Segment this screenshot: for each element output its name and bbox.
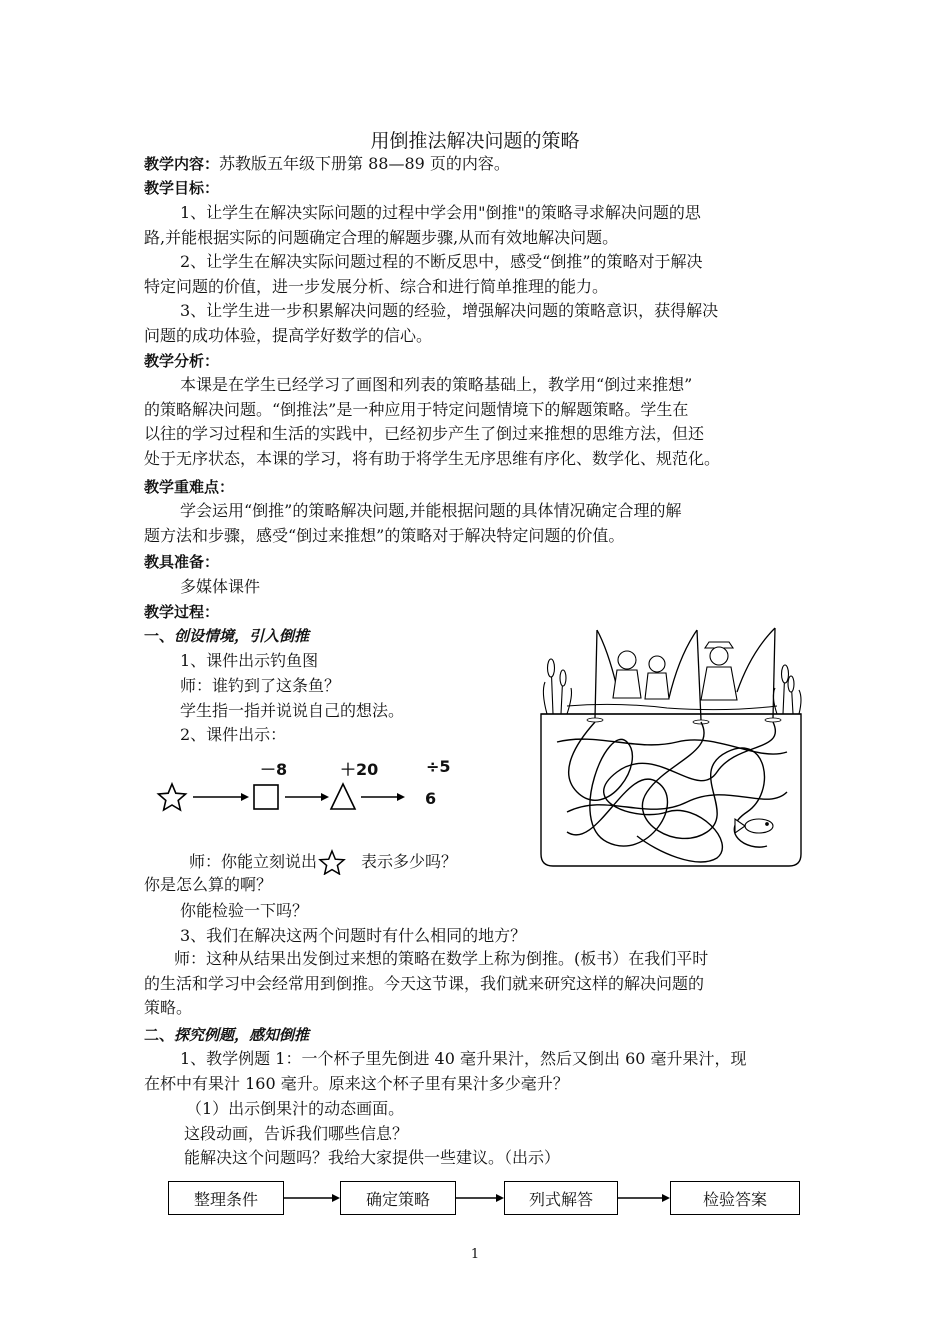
process-label: 教学过程： — [144, 603, 220, 621]
flow-step-check: 检验答案 — [670, 1181, 800, 1215]
section-1-heading — [144, 625, 309, 646]
reed-icon — [773, 665, 801, 714]
sec2-example-text — [144, 1047, 806, 1096]
goal-1-line-2: 路,并能根据实际的问题确定合理的解题步骤,从而有效地解决问题。 — [144, 227, 619, 247]
sec1-teacher-text — [144, 947, 806, 1021]
section-2-title: 探究例题，感知倒推 — [174, 1026, 310, 1044]
sec1-question-2: 学生指一指并说说自己的想法。 — [180, 701, 405, 720]
arrow-icon — [332, 1194, 340, 1202]
sec1-question-3-part-a: 师：你能立刻说出 — [189, 852, 318, 871]
square-icon — [254, 785, 278, 809]
sec1-item-3: 3、我们在解决这两个问题时有什么相同的地方？ — [180, 926, 527, 945]
sec1-teacher-line-1: 师：这种从结果出发倒过来想的策略在数学上称为倒推。(板书）在我们平时 — [174, 949, 709, 968]
key-points-line-2: 题方法和步骤，感受“倒过来推想”的策略对于解决特定问题的价值。 — [144, 525, 625, 545]
flow-step-organize: 整理条件 — [168, 1181, 284, 1215]
analysis-label: 教学分析： — [144, 352, 220, 370]
key-points-label: 教学重难点： — [144, 478, 235, 496]
triangle-icon — [331, 784, 355, 809]
analysis-text — [144, 373, 806, 471]
page-title: 用倒推法解决问题的策略 — [370, 130, 580, 152]
arrow-icon — [241, 793, 249, 801]
analysis-line-4: 处于无序状态，本课的学习，将有助于将学生无序思维有序化、数学化、规范化。 — [144, 448, 721, 468]
materials-text: 多媒体课件 — [180, 577, 261, 596]
goals-text — [144, 201, 806, 348]
section-1-prefix: 一、 — [144, 627, 175, 645]
key-points-text — [144, 499, 806, 548]
op-minus-8: －8 — [260, 760, 288, 779]
analysis-line-3: 以往的学习过程和生活的实践中，已经初步产生了倒过来推想的思维方法，但还 — [144, 424, 705, 443]
content-text: 苏教版五年级下册第 88—89 页的内容。 — [219, 154, 510, 173]
arrow-icon — [321, 793, 329, 801]
arrow-icon — [496, 1194, 504, 1202]
sec1-teacher-line-2: 的生活和学习中会经常用到倒推。今天这节课，我们就来研究这样的解决问题的 — [144, 973, 705, 993]
section-2-heading — [144, 1024, 309, 1045]
sec1-question-3-part-b: 表示多少吗？ — [361, 852, 458, 871]
key-points-line-1: 学会运用“倒推”的策略解决问题,并能根据问题的具体情况确定合理的解 — [180, 501, 682, 520]
flow-step-solve: 列式解答 — [504, 1181, 618, 1215]
goals-label: 教学目标： — [144, 179, 220, 197]
sec2-example-line-2: 在杯中有果汁 160 毫升。原来这个杯子里有果汁多少毫升？ — [144, 1073, 569, 1093]
sec2-example-line-1: 1、教学例题 1：一个杯子里先倒进 40 毫升果汁，然后又倒出 60 毫升果汁，现 — [180, 1049, 747, 1068]
flow-arrows — [284, 1190, 670, 1206]
section-1-title: 创设情境，引入倒推 — [174, 627, 310, 645]
fisher-child-2-icon — [645, 656, 669, 699]
goal-2-line-2: 特定问题的价值，进一步发展分析、综合和进行简单推理的能力。 — [144, 276, 609, 296]
analysis-line-2: 的策略解决问题。“倒推法”是一种应用于特定问题情境下的解题策略。学生在 — [144, 399, 689, 419]
sec2-step-3: 能解决这个问题吗？我给大家提供一些建议。（出示） — [184, 1148, 561, 1167]
materials-label: 教具准备： — [144, 553, 220, 571]
sec1-question-1: 师：谁钓到了这条鱼？ — [180, 676, 341, 695]
sec1-teacher-line-3: 策略。 — [144, 998, 193, 1017]
operation-chain-diagram — [155, 780, 415, 816]
star-icon — [317, 849, 347, 875]
star-icon — [158, 784, 185, 810]
page-number: 1 — [470, 1247, 480, 1262]
goal-3-line-1: 3、让学生进一步积累解决问题的经验，增强解决问题的策略意识，获得解决 — [180, 301, 719, 320]
sec2-step-1: （1）出示倒果汁的动态画面。 — [186, 1099, 405, 1118]
flow-step-strategy: 确定策略 — [340, 1181, 456, 1215]
sec1-item-1: 1、课件出示钓鱼图 — [180, 651, 319, 670]
sec2-step-2: 这段动画，告诉我们哪些信息？ — [184, 1124, 409, 1143]
goal-1-line-1: 1、让学生在解决实际问题的过程中学会用"倒推"的策略寻求解决问题的思 — [180, 203, 701, 222]
arrow-icon — [397, 793, 405, 801]
goal-2-line-1: 2、让学生在解决实际问题过程的不断反思中，感受“倒推”的策略对于解决 — [180, 252, 703, 271]
fisher-child-1-icon — [613, 651, 641, 698]
sec1-question-4: 你能检验一下吗？ — [180, 901, 309, 920]
fisher-adult-icon — [701, 642, 737, 700]
op-plus-20: ＋20 — [340, 760, 379, 779]
content-line — [144, 152, 510, 176]
sec1-item-2: 2、课件出示： — [180, 725, 287, 744]
sec1-question-3 — [189, 849, 457, 875]
fishing-maze-illustration — [537, 622, 805, 874]
section-2-prefix: 二、 — [144, 1026, 175, 1044]
content-label: 教学内容： — [144, 155, 220, 173]
chain-result: 6 — [425, 789, 437, 808]
sec1-question-3c: 你是怎么算的啊？ — [144, 875, 273, 894]
arrow-icon — [662, 1194, 670, 1202]
goal-3-line-2: 问题的成功体验，提高学好数学的信心。 — [144, 325, 433, 345]
op-divide-5: ÷5 — [426, 757, 451, 776]
analysis-line-1: 本课是在学生已经学习了画图和列表的策略基础上，教学用“倒过来推想” — [180, 375, 693, 394]
